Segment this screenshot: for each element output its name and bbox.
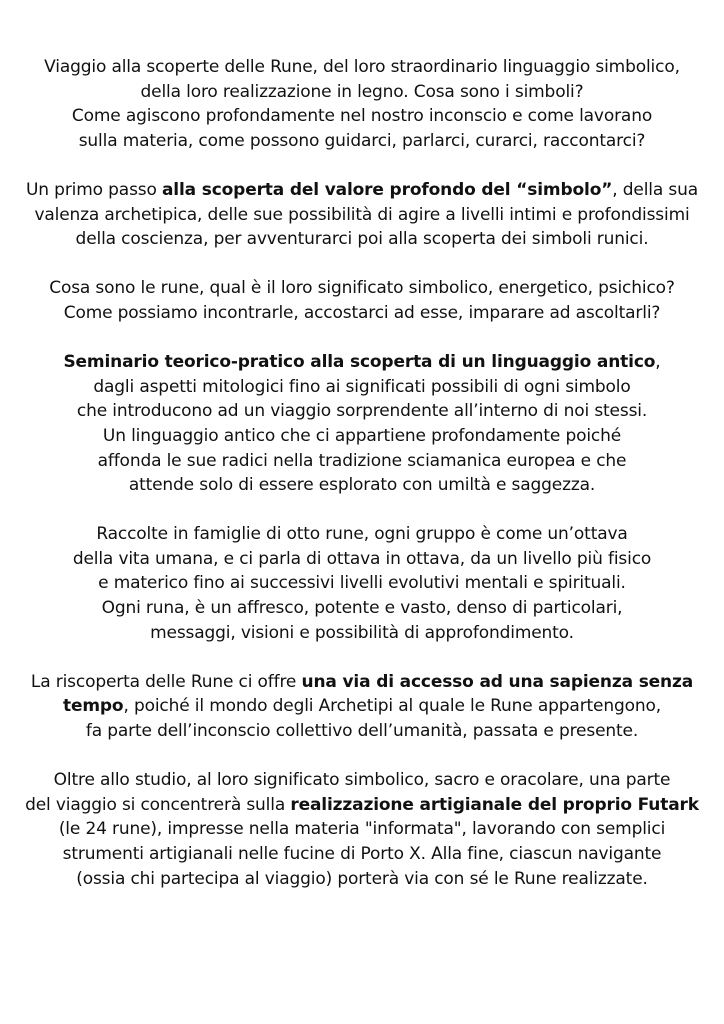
text-line xyxy=(7,80,717,105)
text-segment: strumenti artigianali nelle fucine di Porto X. Alla fine, ciascun navigante xyxy=(62,844,662,864)
bold-text: realizzazione artigianale del proprio Futark xyxy=(290,794,699,815)
text-segment: Un primo passo xyxy=(26,179,162,200)
text-segment: (le 24 rune), impresse nella materia "informata", lavorando con semplici xyxy=(58,819,666,840)
text-segment: sulla materia, come possono guidarci, parlarci, curarci, raccontarci? xyxy=(78,130,646,151)
text-line xyxy=(7,473,717,498)
text-segment: Oltre allo studio, al loro significato simbolico, sacro e oracolare, una parte xyxy=(53,770,671,791)
text-segment: Come possiamo incontrarle, accostarci ad esse, imparare ad ascoltarli? xyxy=(63,302,661,323)
text-segment: Ogni runa, è un affresco, potente e vasto, denso di particolari, xyxy=(101,598,623,619)
text-line xyxy=(7,547,717,572)
text-segment: , della sua xyxy=(612,179,698,200)
bold-text: tempo xyxy=(62,696,124,717)
text-line xyxy=(7,842,717,867)
paragraph-7 xyxy=(7,768,717,891)
bold-text: alla scoperta del valore profondo del “simbolo” xyxy=(161,179,613,200)
text-line xyxy=(7,104,717,129)
text-line xyxy=(7,375,717,400)
text-segment: e materico fino ai successivi livelli evolutivi mentali e spirituali. xyxy=(98,573,626,594)
text-segment: del viaggio si concentrerà sulla xyxy=(25,794,291,815)
text-segment: fa parte dell’inconscio collettivo dell’umanità, passata e presente. xyxy=(85,721,639,742)
paragraph-3 xyxy=(7,276,717,325)
text-segment: della coscienza, per avventurarci poi alla scoperta dei simboli runici. xyxy=(75,229,649,250)
text-line xyxy=(7,793,717,818)
paragraph-6 xyxy=(7,670,717,744)
text-line xyxy=(7,571,717,596)
document-body xyxy=(0,55,724,891)
text-line xyxy=(7,350,717,375)
text-segment: La riscoperta delle Rune ci offre xyxy=(30,671,302,692)
text-segment: Viaggio alla scoperte delle Rune, del loro straordinario linguaggio simbolico, xyxy=(44,57,680,77)
text-line xyxy=(7,867,717,892)
text-segment: che introducono ad un viaggio sorprendente all’interno di noi stessi. xyxy=(76,401,648,422)
paragraph-5 xyxy=(7,522,717,645)
text-line xyxy=(7,424,717,449)
text-segment: Raccolte in famiglie di otto rune, ogni gruppo è come un’ottava xyxy=(96,524,628,545)
text-segment: , poiché il mondo degli Archetipi al quale le Rune appartengono, xyxy=(123,696,661,717)
text-segment: Cosa sono le rune, qual è il loro significato simbolico, energetico, psichico? xyxy=(49,278,675,299)
paragraph-1 xyxy=(7,55,717,153)
text-line xyxy=(7,399,717,424)
text-line xyxy=(7,670,717,695)
text-segment: della vita umana, e ci parla di ottava in ottava, da un livello più fisico xyxy=(72,548,652,569)
text-segment: (ossia chi partecipa al viaggio) porterà via con sé le Rune realizzate. xyxy=(76,868,648,889)
bold-text: Seminario teorico-pratico alla scoperta di un linguaggio antico xyxy=(63,352,656,373)
text-segment: Come agiscono profondamente nel nostro inconscio e come lavorano xyxy=(71,106,653,127)
text-line xyxy=(7,621,717,646)
text-line xyxy=(7,694,717,719)
text-line xyxy=(7,203,717,228)
text-line xyxy=(7,522,717,547)
text-line xyxy=(7,768,717,793)
text-line xyxy=(7,449,717,474)
text-segment: dagli aspetti mitologici fino ai significati possibili di ogni simbolo xyxy=(93,376,631,397)
text-line xyxy=(7,276,717,301)
text-segment: della loro realizzazione in legno. Cosa sono i simboli? xyxy=(140,81,584,102)
text-line xyxy=(7,596,717,621)
text-line xyxy=(7,301,717,326)
text-line xyxy=(7,719,717,744)
text-segment: attende solo di essere esplorato con umiltà e saggezza. xyxy=(128,475,596,496)
text-line xyxy=(7,817,717,842)
text-line xyxy=(7,178,717,203)
paragraph-2 xyxy=(7,178,717,252)
text-segment: Un linguaggio antico che ci appartiene profondamente poiché xyxy=(102,425,622,446)
text-segment: affonda le sue radici nella tradizione sciamanica europea e che xyxy=(97,450,627,471)
paragraph-4 xyxy=(7,350,717,498)
text-line xyxy=(7,55,717,80)
text-line xyxy=(7,129,717,154)
bold-text: una via di accesso ad una sapienza senza xyxy=(301,671,694,692)
text-segment: , xyxy=(655,352,661,373)
text-line xyxy=(7,227,717,252)
text-segment: messaggi, visioni e possibilità di approfondimento. xyxy=(150,622,574,643)
text-segment: valenza archetipica, delle sue possibilità di agire a livelli intimi e profondissimi xyxy=(34,204,690,225)
